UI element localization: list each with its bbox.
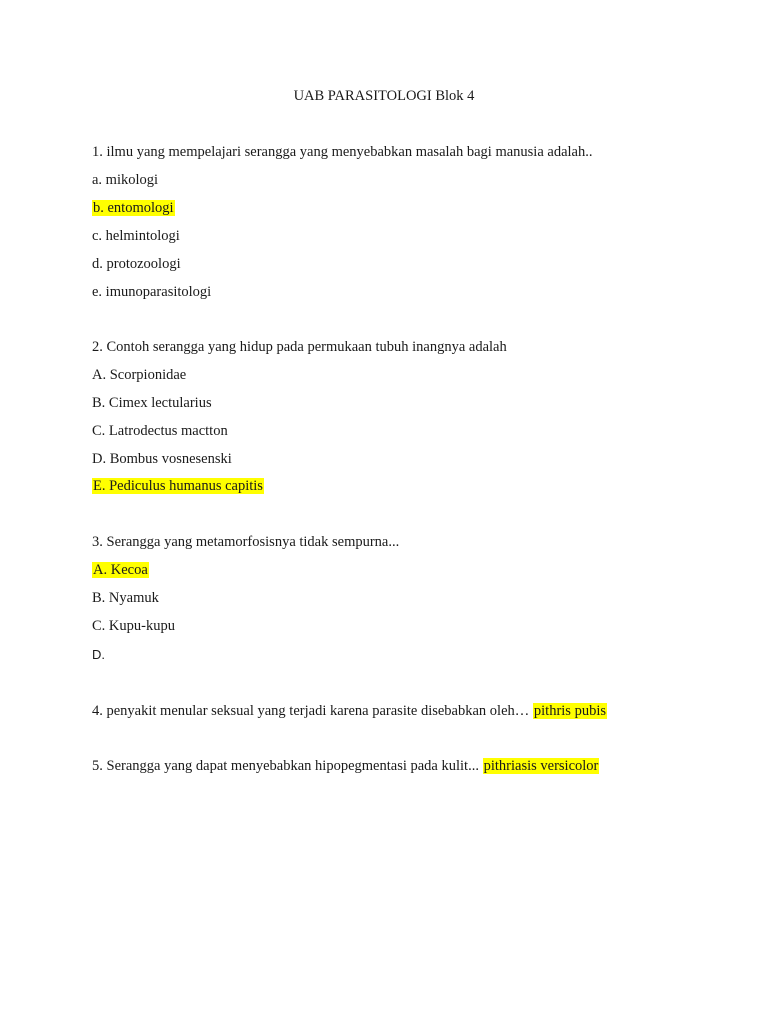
q3-option-a-answer	[92, 562, 149, 579]
q1-option-c: c. helmintologi	[92, 228, 180, 244]
q2-option-b: B. Cimex lectularius	[92, 395, 212, 411]
highlighted-answer: b. entomologi	[93, 200, 174, 216]
q2-option-e-answer	[92, 478, 264, 495]
q2-option-a: A. Scorpionidae	[92, 367, 187, 383]
question-5	[92, 758, 599, 775]
question-2-text: 2. Contoh serangga yang hidup pada permukaan tubuh inangnya adalah	[92, 339, 507, 355]
q3-option-b: B. Nyamuk	[92, 590, 159, 606]
question-5-answer: pithriasis versicolor	[483, 758, 599, 774]
q2-option-c: C. Latrodectus mactton	[92, 423, 228, 439]
question-5-text: 5. Serangga yang dapat menyebabkan hipopegmentasi pada kulit...	[92, 758, 483, 774]
q1-option-e: e. imunoparasitologi	[92, 284, 212, 300]
q2-option-d: D. Bombus vosnesenski	[92, 451, 232, 467]
highlighted-answer: A. Kecoa	[93, 562, 148, 578]
q1-option-a: a. mikologi	[92, 172, 159, 188]
question-4	[92, 703, 607, 720]
question-4-answer: pithris pubis	[533, 703, 606, 719]
q3-option-c: C. Kupu-kupu	[92, 618, 175, 634]
question-4-text: 4. penyakit menular seksual yang terjadi karena parasite disebabkan oleh…	[92, 703, 533, 719]
document-title: UAB PARASITOLOGI Blok 4	[293, 88, 475, 104]
question-3-text: 3. Serangga yang metamorfosisnya tidak sempurna...	[92, 534, 400, 550]
question-1-text: 1. ilmu yang mempelajari serangga yang menyebabkan masalah bagi manusia adalah..	[92, 144, 593, 160]
highlighted-answer: E. Pediculus humanus capitis	[93, 478, 263, 494]
q1-option-b-answer	[92, 200, 175, 217]
q1-option-d: d. protozoologi	[92, 256, 181, 272]
q3-option-d: D.	[92, 647, 105, 662]
